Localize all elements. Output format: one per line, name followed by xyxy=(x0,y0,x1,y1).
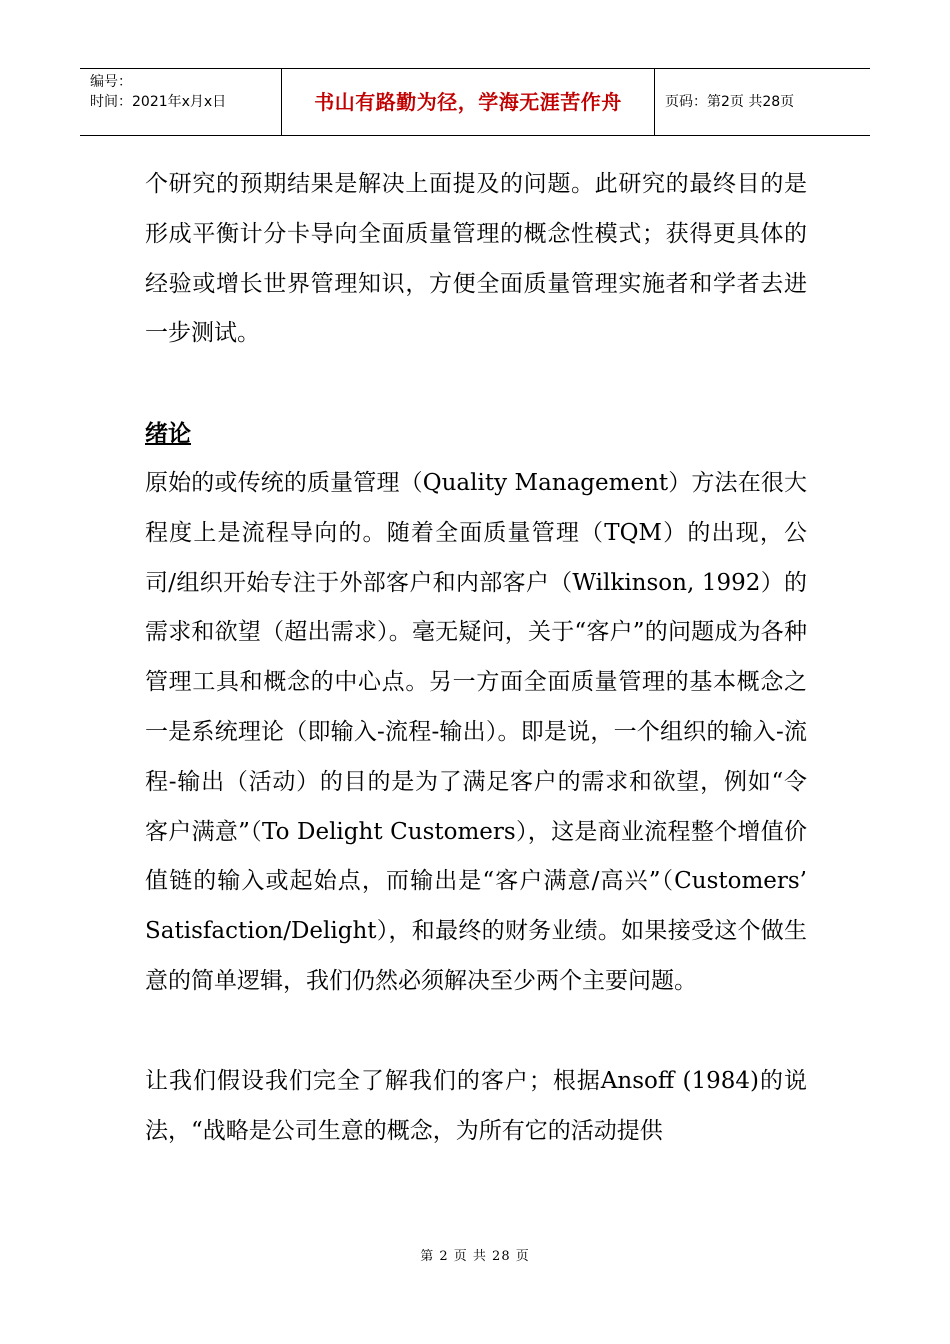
time-label: 时间：2021年x月x日 xyxy=(90,94,227,110)
paragraph-gap xyxy=(145,1007,807,1057)
header-motto-cell xyxy=(282,69,655,135)
code-label: 编号： xyxy=(90,74,132,90)
paragraph-3: 让我们假设我们完全了解我们的客户；根据Ansoff (1984)的说法，“战略是公司生意的概念，为所有它的活动提供 xyxy=(145,1067,807,1144)
header-page-cell xyxy=(655,69,870,135)
page-footer: 第 2 页 共 28 页 xyxy=(420,1249,530,1264)
header-meta-cell xyxy=(80,69,282,135)
document-body xyxy=(145,160,807,1156)
section-heading: 绪论 xyxy=(145,420,191,448)
paragraph-gap xyxy=(145,359,807,409)
page-header xyxy=(80,68,870,136)
page-info: 页码：第2页 共28页 xyxy=(665,94,795,110)
paragraph-1: 个研究的预期结果是解决上面提及的问题。此研究的最终目的是形成平衡计分卡导向全面质量管理的概念性模式；获得更具体的经验或增长世界管理知识，方便全面质量管理实施者和学者去进一步测试。 xyxy=(145,171,807,347)
motto-text: 书山有路勤为径，学海无涯苦作舟 xyxy=(314,90,622,114)
paragraph-2: 原始的或传统的质量管理（Quality Management）方法在很大程度上是流程导向的。随着全面质量管理（TQM）的出现，公司/组织开始专注于外部客户和内部客户（Wilkinson, 1992）的需求和欲望（超出需求）。毫无疑问，关于“客户”的问题成为各种管理工具和概念的中心点。另一方面全面质量管理的基本概念之一是系统理论（即输入-流程-输出）。即是说，一个组织的输入-流程-输出（活动）的目的是为了满足客户的需求和欲望，例如“令客户满意”（To Delight Customers），这是商业流程整个增值价值链的输入或起始点，而输出是“客户满意/高兴”（Customers’ Satisfaction/Delight），和最终的财务业绩。如果接受这个做生意的简单逻辑，我们仍然必须解决至少两个主要问题。 xyxy=(145,469,807,994)
